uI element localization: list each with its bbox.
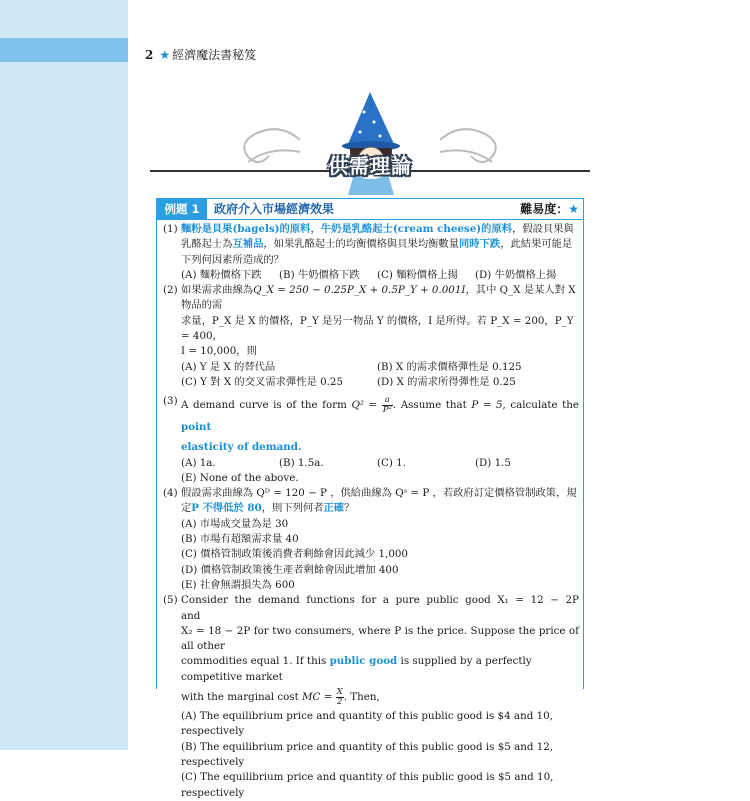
question-4: (4) 假設需求曲線為 Qᴰ = 120 − P ，供給曲線為 Qˢ = P ，若政府訂定價格管制政策，規 定P 不得低於 80，則下列何者正確？ (A) 市場成交量為是 30 (B) 市場有超額需求量 40 (C) 價格管制政策後消費者剩餘會因此減少 1,000 (D) 價格管制政策後生產者剩餘會因此增加 400 (E) 社會無謂損失為 600 (163, 486, 579, 593)
difficulty-stars: ★ (568, 202, 579, 216)
wizard-illustration (150, 90, 590, 195)
example-title: 政府介入市場經濟效果 (214, 202, 335, 216)
option: (A) 1a. (181, 456, 216, 469)
demand-equation: Q_X = 250 − 0.25P_X + 0.5P_Y + 0.001I (253, 284, 466, 297)
option: (B) The equilibrium price and quantity of this public good is $5 and 12, respectively (181, 740, 554, 768)
option: (B) 牛奶價格下跌 (279, 268, 360, 281)
option: (C) 1. (377, 456, 407, 469)
option: (D) X 的需求所得彈性是 0.25 (377, 375, 516, 388)
page-header (145, 46, 256, 63)
example-label: 例題 1 (157, 199, 207, 219)
option: (C) The equilibrium price and quantity of this public good is $5 and 10, respectively (181, 771, 554, 799)
option: (D) 價格管制政策後生產者剩餘會因此增加 400 (181, 563, 399, 576)
option: (E) 社會無謂損失為 600 (181, 578, 295, 591)
wizard-hat (348, 92, 394, 144)
option: (D) 牛奶價格上揚 (475, 268, 557, 281)
example-box (156, 198, 584, 799)
side-tab (0, 38, 128, 62)
question-1: (1) 麵粉是貝果(bagels)的原料，牛奶是乳酪起士(cream cheese)的原料，假設貝果與乳酪起士為互補品，如果乳酪起士的均衡價格與貝果均衡數量同時下跌，此結果可能是下列何因素所造成的？ (A) 麵粉價格下跌 (B) 牛奶價格下跌 (C) 麵粉價格上揚 (D) 牛奶價格上揚 (163, 222, 579, 283)
question-1-options (181, 268, 579, 283)
question-list (157, 220, 583, 801)
question-2: (2) 如果需求曲線為Q_X = 250 − 0.25P_X + 0.5P_Y + 0.001I，其中 Q_X 是某人對 X 物品的需 求量，P_X 是 X 的價格，P_Y 是另一物品 Y 的價格，I 是所得。若 P_X = 200，P_Y = 400， I = 10,000，則 (A) Y 是 X 的替代品 (B) X 的需求價格彈性是 0.125 (C) Y 對 X 的交叉需求彈性是 0.25 (D) X 的需求所得彈性是 0.25 (163, 283, 579, 390)
question-3: (3) A demand curve is of the form Q² = $\frac{a}{\text{P²}}$ . Assume that P = 5, calculate the point elasticity of demand. (A) 1a. (B) 1.5a. (C) 1. (D) 1.5 (E) None of the above. (163, 394, 579, 486)
option: (E) None of the above. (181, 471, 299, 484)
option: (C) 價格管制政策後消費者剩餘會因此減少 1,000 (181, 548, 408, 561)
example-header (157, 199, 583, 220)
section-hero (150, 90, 590, 195)
fraction: $\frac{a}{\text{P²}}$ (382, 394, 392, 415)
option: (A) 麵粉價格下跌 (181, 268, 262, 281)
question-5: (5) Consider the demand functions for a pure public good X₁ = 12 − 2P and X₂ = 18 − 2P for two consumers, where P is the price. Suppose the price of all other commodities equal 1. If this public good is supplied by a perfectly competitive market with the marginal cost MC = $\frac{X}{2}$ . Then, (A) The equilibrium price and quantity of this public good is $4 and 10, respectively (B) The equilibrium price and quantity of this public good is $5 and 12, respectively (C) The equilibrium price and quantity of this public good is $5 and 10, respectively (163, 593, 579, 801)
book-title: 經濟魔法書秘笈 (172, 48, 257, 62)
question-1-text: 麵粉是貝果(bagels)的原料，牛奶是乳酪起士(cream cheese)的原料，假設貝果與乳酪起士為互補品，如果乳酪起士的均衡價格與貝果均衡數量同時下跌，此結果可能是下列何因素所造成的？ (181, 223, 574, 266)
star-icon: ★ (159, 48, 171, 62)
option: (C) Y 對 X 的交叉需求彈性是 0.25 (181, 375, 344, 388)
option: (A) 市場成交量為是 30 (181, 517, 289, 530)
fraction: $\frac{X}{2}$ (336, 686, 343, 707)
option: (B) 市場有超額需求量 40 (181, 533, 299, 546)
option: (A) Y 是 X 的替代品 (181, 360, 276, 373)
option: (B) X 的需求價格彈性是 0.125 (377, 360, 522, 373)
side-band (0, 0, 128, 750)
option: (A) The equilibrium price and quantity of this public good is $4 and 10, respectively (181, 710, 553, 738)
question-3-options (181, 456, 579, 471)
difficulty: 難易度：★ (520, 202, 579, 216)
option: (B) 1.5a. (279, 456, 324, 469)
section-title: 供需理論 (328, 154, 412, 178)
page-number: 2 (145, 48, 154, 62)
question-2-options (181, 360, 579, 375)
option: (D) 1.5 (475, 456, 511, 469)
option: (C) 麵粉價格上揚 (377, 268, 458, 281)
